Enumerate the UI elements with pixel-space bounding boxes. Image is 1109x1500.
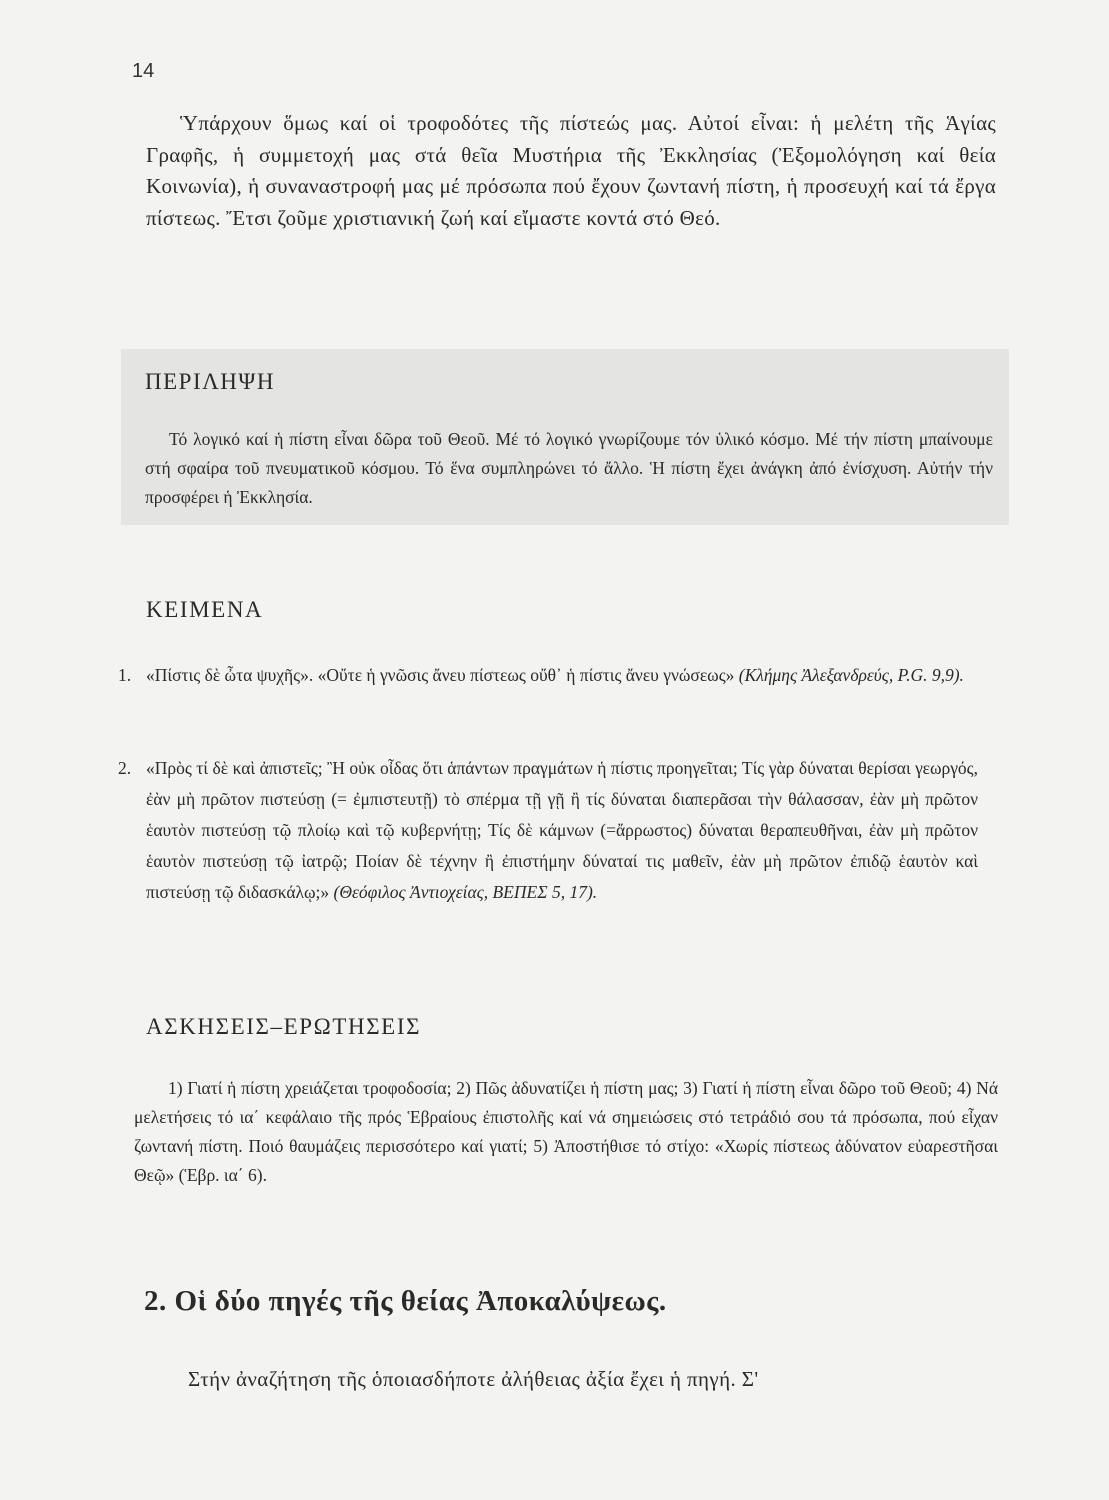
- text-item-1: [118, 660, 978, 691]
- exercises-text: 1) Γιατί ἡ πίστη χρειάζεται τροφοδοσία; 2) Πῶς ἀδυνατίζει ἡ πίστη μας; 3) Γιατί ἡ πίστη εἶναι δῶρο τοῦ Θεοῦ; 4) Νά μελετήσεις τό ια΄ κεφάλαιο τῆς πρός Ἑβραίους ἐπιστολῆς καί νά σημειώσεις στό τετράδιό σου τά πρόσωπα, πού εἶχαν ζωντανή πίστη. Ποιό θαυμάζεις περισσότερο καί γιατί; 5) Ἀποστήθισε τό στίχο: «Χωρίς πίστεως ἀδύνατον εὐαρεστῆσαι Θεῷ» (Ἑβρ. ια΄ 6).: [134, 1078, 998, 1185]
- page-number: 14: [132, 60, 155, 82]
- chapter-lead-text: Στήν ἀναζήτηση τῆς ὁποιασδήποτε ἀλήθειας ἀξία ἔχει ἡ πηγή. Σ': [188, 1367, 759, 1391]
- summary-title: ΠΕΡΙΛΗΨΗ: [145, 369, 275, 394]
- chapter-title: 2. Οἱ δύο πηγές τῆς θείας Ἀποκαλύψεως.: [144, 1285, 667, 1317]
- summary-text: Τό λογικό καί ἡ πίστη εἶναι δῶρα τοῦ Θεοῦ. Μέ τό λογικό γνωρίζουμε τόν ὑλικό κόσμο. Μέ τήν πίστη μπαίνουμε στή σφαίρα τοῦ πνευματικοῦ κόσμου. Τό ἕνα συμπληρώνει τό ἄλλο. Ἡ πίστη ἔχει ἀνάγκη ἀπό ἐνίσχυση. Αὐτήν τήν προσφέρει ἡ Ἐκκλησία.: [145, 429, 993, 507]
- summary-box: [121, 349, 1009, 525]
- text-item-number: 1.: [118, 665, 132, 685]
- texts-section-title: ΚΕΙΜΕΝΑ: [146, 597, 264, 622]
- text-item-quote: «Πίστις δὲ ὦτα ψυχῆς». «Οὔτε ἡ γνῶσις ἄνευ πίστεως οὔθ᾿ ἡ πίστις ἄνευ γνώσεως»: [146, 665, 739, 685]
- text-item-citation: (Κλήμης Ἀλεξανδρεύς, P.G. 9,9).: [738, 665, 964, 685]
- text-item-quote: «Πρὸς τί δὲ καὶ ἀπιστεῖς; Ἢ οὐκ οἶδας ὅτι ἁπάντων πραγμάτων ἡ πίστις προηγεῖται; Τίς γὰρ δύναται θερίσαι γεωργός, ἐὰν μὴ πρῶτον πιστεύσῃ (= ἐμπιστευτῇ) τὸ σπέρμα τῇ γῇ ἢ τίς δύναται διαπερᾶσαι τὴν θάλασσαν, ἐὰν μὴ πρῶτον ἑαυτὸν πιστεύσῃ τῷ πλοίῳ καὶ τῷ κυβερνήτῃ; Τίς δὲ κάμνων (=ἄρρωστος) δύναται θεραπευθῆναι, ἐὰν μὴ πρῶτον ἑαυτὸν πιστεύσῃ τῷ ἰατρῷ; Ποίαν δὲ τέχνην ἢ ἐπιστήμην δύναταί τις μαθεῖν, ἐὰν μὴ πρῶτον ἐπιδῷ ἑαυτὸν καὶ πιστεύσῃ τῷ διδασκάλῳ;»: [146, 758, 978, 902]
- text-item-citation: (Θεόφιλος Ἀντιοχείας, ΒΕΠΕΣ 5, 17).: [333, 882, 598, 902]
- text-item-2: [118, 753, 978, 908]
- intro-paragraph: Ὑπάρχουν ὅμως καί οἱ τροφοδότες τῆς πίστεώς μας. Αὐτοί εἶναι: ἡ μελέτη τῆς Ἁγίας Γραφῆς, ἡ συμμετοχή μας στά θεῖα Μυστήρια τῆς Ἐκκλησίας (Ἐξομολόγηση καί θεία Κοινωνία), ἡ συναναστροφή μας μέ πρόσωπα πού ἔχουν ζωντανή πίστη, ἡ προσευχή καί τά ἔργα πίστεως. Ἔτσι ζοῦμε χριστιανική ζωή καί εἴμαστε κοντά στό Θεό.: [146, 111, 996, 230]
- text-item-number: 2.: [118, 758, 132, 778]
- exercises-section-title: ΑΣΚΗΣΕΙΣ–ΕΡΩΤΗΣΕΙΣ: [146, 1014, 422, 1039]
- text-item-body: [146, 753, 978, 908]
- text-item-body: [146, 660, 978, 691]
